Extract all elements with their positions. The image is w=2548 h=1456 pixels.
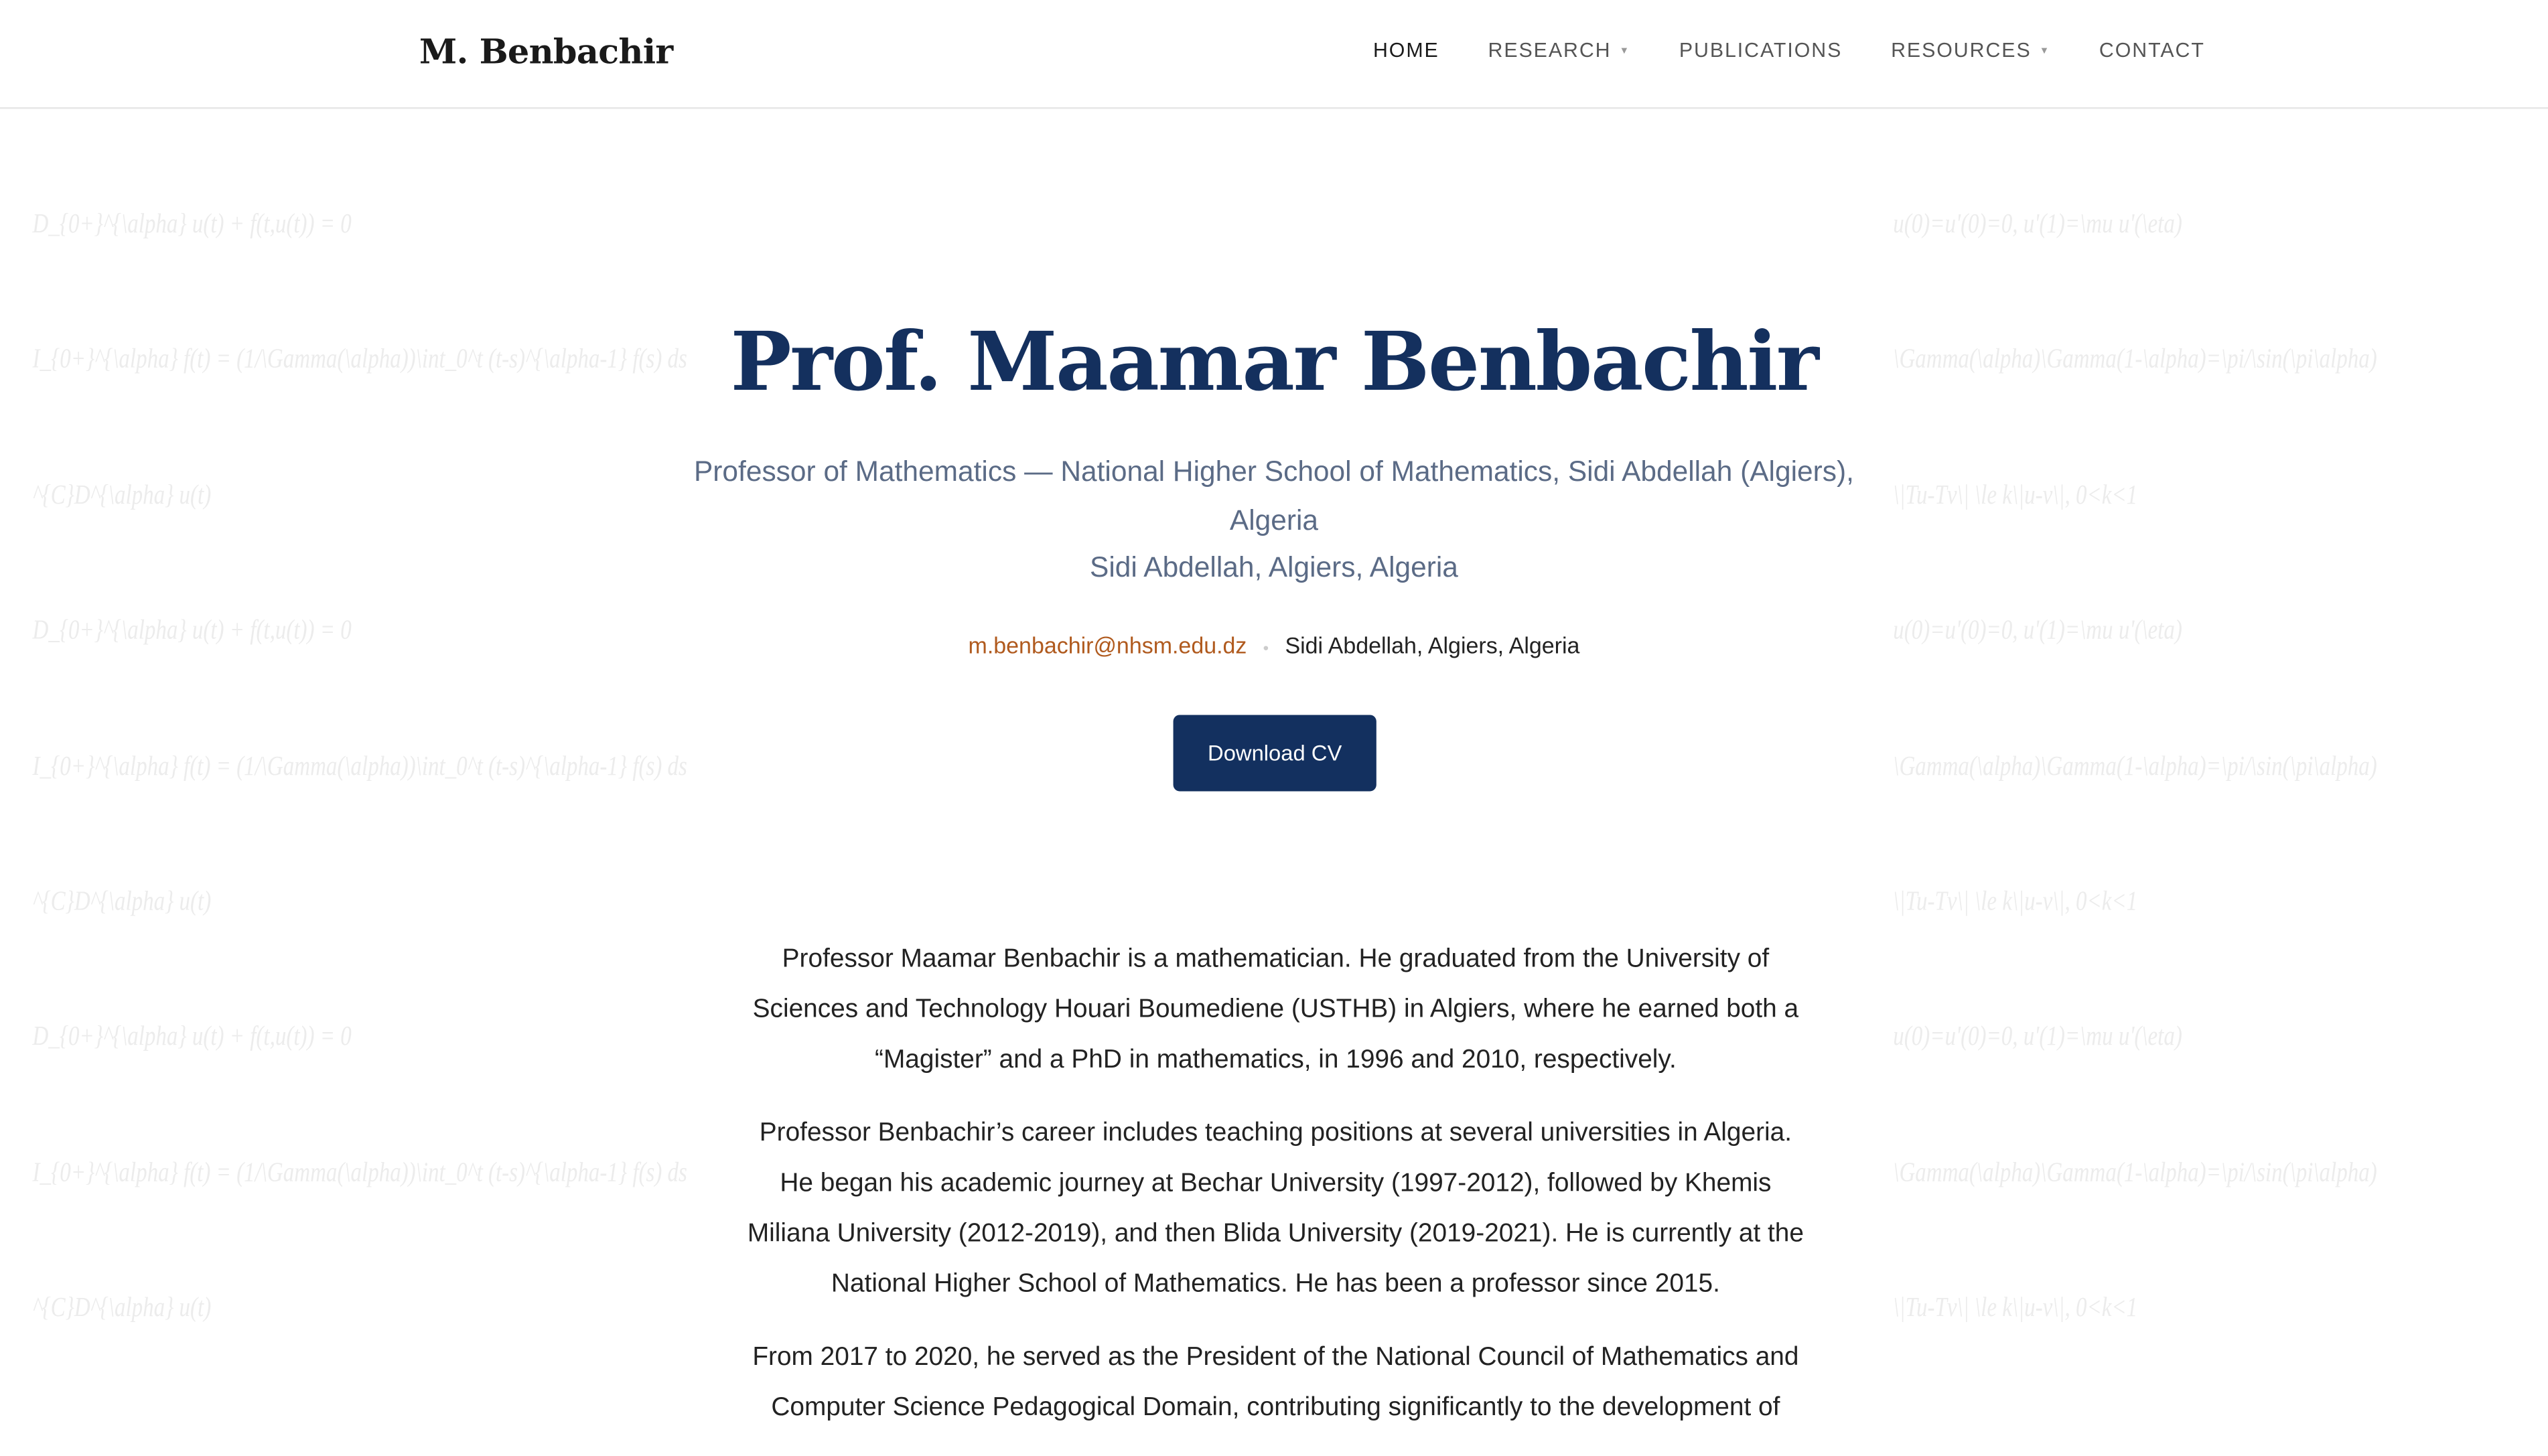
separator-dot: • bbox=[1263, 640, 1269, 658]
bio-paragraph: Professor Benbachir’s career includes teaching positions at several universities in Algeria. He began his academic journey at Bechar University (1997-2012), followed by Khemis Miliana University (2012-2019), and then Blida University (2019-2021). He is currently at the National Higher School of Mathematics. He has been a professor since 2015. bbox=[747, 1119, 1804, 1299]
nav-home[interactable] bbox=[1373, 39, 1439, 62]
watermark-formula: \|Tu-Tv\| \le k\|u-v\|, 0<k<1 bbox=[1893, 479, 2138, 510]
nav-research[interactable] bbox=[1488, 39, 1630, 62]
email-link[interactable]: m.benbachir@nhsm.edu.dz bbox=[968, 632, 1247, 658]
watermark-formula: \|Tu-Tv\| \le k\|u-v\|, 0<k<1 bbox=[1893, 885, 2138, 917]
site-logo[interactable]: M. Benbachir bbox=[419, 31, 673, 72]
site-header bbox=[0, 0, 2548, 109]
watermark-formula: D_{0+}^{\alpha} u(t) + f(t,u(t)) = 0 bbox=[32, 1021, 352, 1052]
nav-label: RESOURCES bbox=[1891, 39, 2032, 62]
nav-label: CONTACT bbox=[2099, 39, 2205, 62]
location-line: Sidi Abdellah, Algiers, Algeria bbox=[1090, 551, 1458, 583]
page-title: Prof. Maamar Benbachir bbox=[730, 313, 1818, 410]
nav-label: PUBLICATIONS bbox=[1679, 39, 1843, 62]
affiliation bbox=[689, 449, 1859, 593]
contact-location: Sidi Abdellah, Algiers, Algeria bbox=[1285, 632, 1580, 658]
download-cv-button[interactable]: Download CV bbox=[1174, 715, 1376, 791]
nav-label: RESEARCH bbox=[1488, 39, 1612, 62]
watermark-formula: I_{0+}^{\alpha} f(t) = (1/\Gamma(\alpha))\int_0^t (t-s)^{\alpha-1} f(s) ds bbox=[32, 1156, 687, 1187]
affiliation-line: Professor of Mathematics — National Higher School of Mathematics, Sidi Abdellah (Algiers), Algeria bbox=[693, 455, 1854, 536]
watermark-formula: I_{0+}^{\alpha} f(t) = (1/\Gamma(\alpha))\int_0^t (t-s)^{\alpha-1} f(s) ds bbox=[32, 749, 687, 781]
watermark-formula: D_{0+}^{\alpha} u(t) + f(t,u(t)) = 0 bbox=[32, 208, 352, 239]
watermark-formula: \Gamma(\alpha)\Gamma(1-\alpha)=\pi/\sin(\pi\alpha) bbox=[1893, 1156, 2377, 1187]
watermark-formula: ^{C}D^{\alpha} u(t) bbox=[32, 1292, 212, 1323]
watermark-formula: I_{0+}^{\alpha} f(t) = (1/\Gamma(\alpha))\int_0^t (t-s)^{\alpha-1} f(s) ds bbox=[32, 343, 687, 374]
main-nav bbox=[1373, 39, 2254, 62]
nav-publications[interactable] bbox=[1679, 39, 1842, 62]
bio-paragraph: From 2017 to 2020, he served as the President of the National Council of Mathematics and Computer Science Pedagogical Domain, contributing significantly to the development of bbox=[752, 1343, 1799, 1422]
nav-label: HOME bbox=[1372, 39, 1439, 62]
bio-paragraph: Professor Maamar Benbachir is a mathematician. He graduated from the University of Sciences and Technology Houari Boumediene (USTHB) in Algiers, where he earned both a “Magister” and a PhD in mathematics, in 1996 and 2010, respectively. bbox=[752, 945, 1799, 1074]
watermark-formula: u(0)=u'(0)=0, u'(1)=\mu u'(\eta) bbox=[1893, 614, 2182, 646]
watermark-formula: u(0)=u'(0)=0, u'(1)=\mu u'(\eta) bbox=[1893, 208, 2182, 239]
watermark-formula: \Gamma(\alpha)\Gamma(1-\alpha)=\pi/\sin(\pi\alpha) bbox=[1893, 343, 2377, 374]
watermark-formula: ^{C}D^{\alpha} u(t) bbox=[32, 479, 212, 510]
watermark-formula: \|Tu-Tv\| \le k\|u-v\|, 0<k<1 bbox=[1893, 1292, 2138, 1323]
watermark-formula: \Gamma(\alpha)\Gamma(1-\alpha)=\pi/\sin(\pi\alpha) bbox=[1893, 749, 2377, 781]
watermark-formula: ^{C}D^{\alpha} u(t) bbox=[32, 885, 212, 917]
contact-line bbox=[689, 632, 1859, 658]
watermark-formula: D_{0+}^{\alpha} u(t) + f(t,u(t)) = 0 bbox=[32, 614, 352, 646]
biography bbox=[739, 934, 1812, 1456]
dropdown-caret-icon: ▼ bbox=[1619, 46, 1631, 57]
dropdown-caret-icon: ▼ bbox=[2039, 46, 2051, 57]
nav-resources[interactable] bbox=[1891, 39, 2050, 62]
nav-contact[interactable] bbox=[2099, 39, 2205, 62]
watermark-formula: u(0)=u'(0)=0, u'(1)=\mu u'(\eta) bbox=[1893, 1021, 2182, 1052]
